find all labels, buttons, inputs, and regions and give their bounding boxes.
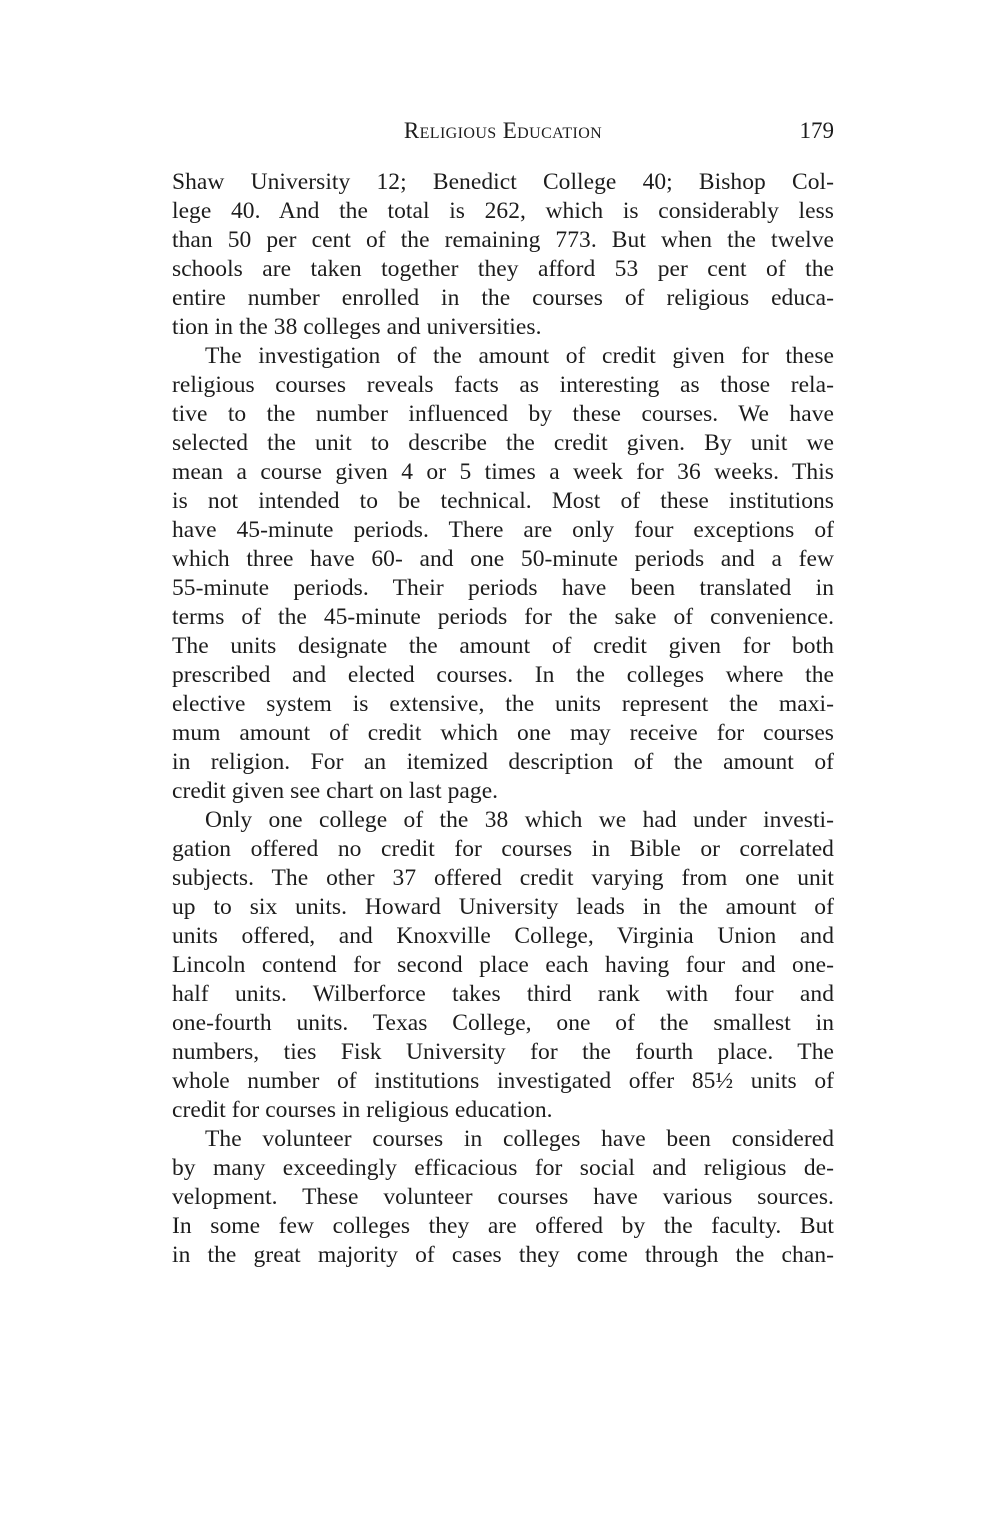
text-line: elective system is extensive, the units represent the maxi- — [172, 691, 834, 717]
text-line: by many exceedingly efficacious for social and religious de- — [172, 1155, 834, 1181]
text-line: which three have 60- and one 50-minute periods and a few — [172, 546, 834, 572]
running-head — [172, 116, 834, 150]
text-line: terms of the 45-minute periods for the sake of convenience. — [172, 604, 834, 630]
text-line: The investigation of the amount of credit given for these — [205, 343, 834, 369]
text-line: schools are taken together they afford 53 per cent of the — [172, 256, 834, 282]
text-line: credit for courses in religious education. — [172, 1097, 553, 1123]
text-line: is not intended to be technical. Most of these institutions — [172, 488, 834, 514]
text-line: In some few colleges they are offered by the faculty. But — [172, 1213, 834, 1239]
text-line: in religion. For an itemized description of the amount of — [172, 749, 834, 775]
text-line: whole number of institutions investigated offer 85½ units of — [172, 1068, 834, 1094]
text-line: units offered, and Knoxville College, Virginia Union and — [172, 923, 834, 949]
paragraph — [172, 1125, 834, 1270]
paragraph — [172, 342, 834, 806]
text-line: tive to the number influenced by these courses. We have — [172, 401, 834, 427]
paragraph — [172, 168, 834, 342]
text-line: tion in the 38 colleges and universities. — [172, 314, 542, 340]
text-line: entire number enrolled in the courses of religious educa- — [172, 285, 834, 311]
text-line: mean a course given 4 or 5 times a week for 36 weeks. This — [172, 459, 834, 485]
text-line: gation offered no credit for courses in Bible or correlated — [172, 836, 834, 862]
text-line: lege 40. And the total is 262, which is considerably less — [172, 198, 834, 224]
text-line: prescribed and elected courses. In the colleges where the — [172, 662, 834, 688]
paragraph — [172, 806, 834, 1125]
text-line: half units. Wilberforce takes third rank with four and — [172, 981, 834, 1007]
text-line: religious courses reveals facts as interesting as those rela- — [172, 372, 834, 398]
text-line: velopment. These volunteer courses have various sources. — [172, 1184, 834, 1210]
text-line: Only one college of the 38 which we had under investi- — [205, 807, 834, 833]
text-line: selected the unit to describe the credit given. By unit we — [172, 430, 834, 456]
text-line: up to six units. Howard University leads in the amount of — [172, 894, 834, 920]
text-line: Shaw University 12; Benedict College 40; Bishop Col- — [172, 169, 834, 195]
running-title: Religious Education — [403, 118, 603, 143]
text-line: in the great majority of cases they come through the chan- — [172, 1242, 834, 1268]
text-line: subjects. The other 37 offered credit varying from one unit — [172, 865, 834, 891]
text-line: numbers, ties Fisk University for the fourth place. The — [172, 1039, 834, 1065]
text-line: mum amount of credit which one may receive for courses — [172, 720, 834, 746]
text-line: The volunteer courses in colleges have been considered — [205, 1126, 834, 1152]
text-line: than 50 per cent of the remaining 773. But when the twelve — [172, 227, 834, 253]
body-text — [172, 168, 834, 1270]
text-line: credit given see chart on last page. — [172, 778, 499, 804]
text-line: 55-minute periods. Their periods have been translated in — [172, 575, 834, 601]
page-number: 179 — [799, 118, 834, 143]
text-line: have 45-minute periods. There are only four exceptions of — [172, 517, 834, 543]
text-line: The units designate the amount of credit given for both — [172, 633, 834, 659]
text-line: one-fourth units. Texas College, one of the smallest in — [172, 1010, 834, 1036]
text-line: Lincoln contend for second place each having four and one- — [172, 952, 834, 978]
